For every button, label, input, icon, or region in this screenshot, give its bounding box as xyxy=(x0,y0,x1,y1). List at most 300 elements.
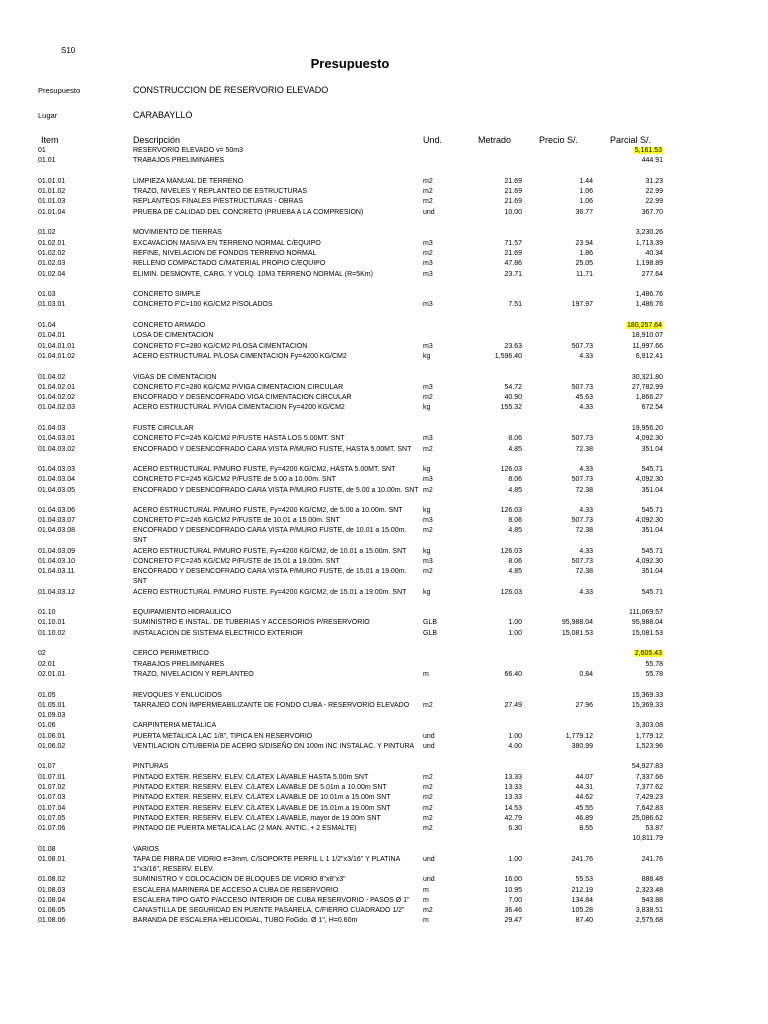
cell-precio: 72.38 xyxy=(575,527,593,535)
cell-parcial: 545.71 xyxy=(641,588,663,596)
cell-parcial: 10,811.79 xyxy=(632,835,663,843)
cell-metrado: 4.00 xyxy=(508,743,522,751)
table-row xyxy=(0,486,768,506)
cell-metrado: 126.03 xyxy=(500,506,522,514)
cell-item: 01.08.01 xyxy=(38,856,66,863)
table-row xyxy=(0,373,768,383)
cell-desc: CONCRETO ARMADO xyxy=(133,322,206,330)
table-row xyxy=(0,547,768,557)
cell-metrado: 6.30 xyxy=(508,825,522,833)
cell-metrado: 36.46 xyxy=(504,907,522,915)
cell-precio: 45.63 xyxy=(575,394,593,402)
cell-item: 01.01.04 xyxy=(38,208,66,216)
cell-und: und xyxy=(423,876,435,884)
cell-precio: 507.73 xyxy=(571,435,593,443)
cell-und: m2 xyxy=(423,249,433,257)
cell-desc: FUSTE CIRCULAR xyxy=(133,425,194,433)
cell-precio: 25.05 xyxy=(575,260,593,268)
cell-parcial: 53.87 xyxy=(645,825,663,833)
table-spacer xyxy=(0,280,768,290)
table-row xyxy=(0,424,768,434)
budget-table xyxy=(0,146,768,927)
cell-item: 01.01.02 xyxy=(38,188,66,196)
cell-item: 01.06.02 xyxy=(38,743,66,751)
cell-desc: PINTADO EXTER. RESERV. ELEV. C/LATEX LAVABLE DE 15.01m a 19.00m SNT xyxy=(133,804,391,812)
table-row xyxy=(0,383,768,393)
table-row xyxy=(0,465,768,475)
cell-item: 01.06 xyxy=(38,722,56,730)
cell-metrado: 27.49 xyxy=(504,701,522,709)
cell-metrado: 1.00 xyxy=(508,856,522,863)
cell-metrado: 7.00 xyxy=(508,896,522,904)
cell-parcial: 111,069.57 xyxy=(629,609,663,617)
cell-und: und xyxy=(423,743,435,751)
cell-desc: CONCRETO F'C=245 KG/CM2 P/FUSTE de 10.01 a 15.00m. SNT xyxy=(133,517,340,525)
table-row xyxy=(0,670,768,680)
cell-und: m3 xyxy=(423,557,433,565)
cell-metrado: 21.69 xyxy=(504,249,522,257)
cell-precio: 44.62 xyxy=(575,794,593,802)
cell-und: m2 xyxy=(423,783,433,791)
cell-und: m3 xyxy=(423,476,433,484)
cell-desc: REFINE, NIVELACION DE FONDOS TERRENO NORMAL xyxy=(133,249,317,257)
cell-desc: ACERO ESTRUCTURAL P/VIGA CIMENTACION Fy=4200 KG/CM2 xyxy=(133,404,345,412)
cell-parcial: 19,956.20 xyxy=(631,425,663,433)
table-row xyxy=(0,762,768,772)
table-row xyxy=(0,711,768,721)
cell-desc: VARIOS xyxy=(133,845,159,853)
table-row xyxy=(0,567,768,587)
cell-desc: MOVIMIENTO DE TIERRAS xyxy=(133,229,222,237)
cell-und: kg xyxy=(423,465,431,473)
cell-precio: 1.06 xyxy=(579,188,593,196)
cell-precio: 45.55 xyxy=(575,804,593,812)
cell-parcial: 1,713.39 xyxy=(635,239,663,247)
cell-metrado: 8.06 xyxy=(508,435,522,443)
cell-item: 01.04.03.06 xyxy=(38,506,75,514)
cell-parcial: 4,092.30 xyxy=(635,517,663,525)
table-row xyxy=(0,906,768,916)
cell-desc: CANASTILLA DE SEGURIDAD EN PUENTE PASARELA, C/FIERRO CUADRADO 1/2" xyxy=(133,907,405,915)
doc-code: S10 xyxy=(61,46,76,55)
table-row xyxy=(0,146,768,156)
cell-und: m3 xyxy=(423,342,433,350)
cell-precio: 1,779.12 xyxy=(565,732,593,740)
cell-item: 01.03.01 xyxy=(38,301,66,309)
cell-parcial: 1,779.12 xyxy=(635,732,663,740)
col-item: Item xyxy=(41,135,59,145)
cell-parcial: 351.04 xyxy=(641,486,663,494)
cell-und: m2 xyxy=(423,814,433,822)
cell-und: kg xyxy=(423,506,431,514)
cell-parcial: 7,337.66 xyxy=(635,773,663,781)
cell-item: 01.04.02.03 xyxy=(38,404,75,412)
cell-metrado: 1.00 xyxy=(508,732,522,740)
cell-precio: 4.33 xyxy=(579,506,593,514)
cell-precio: 507.73 xyxy=(571,557,593,565)
cell-parcial: 545.71 xyxy=(641,506,663,514)
cell-parcial: 2,605.43 xyxy=(634,650,662,658)
col-descripcion: Descripción xyxy=(133,135,181,145)
table-spacer xyxy=(0,680,768,690)
table-row xyxy=(0,393,768,403)
table-row xyxy=(0,352,768,362)
lugar-value: CARABAYLLO xyxy=(133,110,193,120)
cell-parcial: 1,866.27 xyxy=(635,394,663,402)
cell-und: m xyxy=(423,670,429,678)
table-spacer xyxy=(0,218,768,228)
table-spacer xyxy=(0,639,768,649)
cell-parcial: 5,161.53 xyxy=(634,147,662,154)
cell-und: kg xyxy=(423,588,431,596)
cell-precio: 507.73 xyxy=(571,342,593,350)
cell-parcial: 27,782.99 xyxy=(631,383,663,391)
cell-parcial: 545.71 xyxy=(641,465,663,473)
cell-item: 01.07.05 xyxy=(38,814,66,822)
cell-desc: EQUIPAMIENTO HIDRAULICO xyxy=(133,609,232,617)
cell-desc: EXCAVACION MASIVA EN TERRENO NORMAL C/EQUIPO xyxy=(133,239,321,247)
cell-parcial: 4,092.30 xyxy=(635,435,663,443)
cell-und: m3 xyxy=(423,301,433,309)
cell-desc: TRAZO, NIVELES Y REPLANTEO DE ESTRUCTURAS xyxy=(133,188,308,196)
cell-desc: REPLANTEOS FINALES P/ESTRUCTURAS - OBRAS xyxy=(133,198,303,206)
cell-item: 02.01 xyxy=(38,660,56,668)
cell-und: m2 xyxy=(423,188,433,196)
cell-precio: 95,988.04 xyxy=(561,619,593,627)
cell-und: m2 xyxy=(423,773,433,781)
cell-precio: 55.53 xyxy=(575,876,593,884)
table-row xyxy=(0,290,768,300)
cell-desc: SUMINISTRO Y COLOCACION DE BLOQUES DE VIDRIO 8"x8"x3" xyxy=(133,876,346,884)
cell-und: kg xyxy=(423,352,431,360)
cell-desc: ENCOFRADO Y DESENCOFRADO CARA VISTA P/MURO FUSTE, de 5.00 a 10.00m. SNT xyxy=(133,486,419,494)
cell-metrado: 16.00 xyxy=(504,876,522,884)
cell-und: m xyxy=(423,917,429,925)
cell-parcial: 7,377.62 xyxy=(635,783,663,791)
table-row xyxy=(0,896,768,906)
cell-desc: PINTADO DE PUERTA METALICA LAC (2 MAN. ANTIC. + 2 ESMALTE) xyxy=(133,825,357,833)
cell-metrado: 4.85 xyxy=(508,486,522,494)
cell-metrado: 71.57 xyxy=(504,239,522,247)
cell-desc: RESERVORIO ELEVADO v= 50m3 xyxy=(133,147,244,154)
cell-metrado: 10.00 xyxy=(504,208,522,216)
cell-parcial: 31.23 xyxy=(645,177,663,185)
cell-item: 01.04.03.09 xyxy=(38,547,75,555)
cell-item: 01.08.04 xyxy=(38,896,66,904)
cell-precio: 72.38 xyxy=(575,568,593,576)
cell-parcial: 55.78 xyxy=(645,670,663,678)
cell-und: m2 xyxy=(423,568,433,576)
table-row xyxy=(0,916,768,926)
cell-parcial: 95,988.04 xyxy=(631,619,663,627)
cell-item: 01.08.02 xyxy=(38,876,66,884)
table-row xyxy=(0,270,768,280)
cell-desc: BARANDA DE ESCALERA HELICOIDAL, TUBO FoGdo. Ø 1", H=0.60m xyxy=(133,917,358,925)
cell-desc: PINTADO EXTER. RESERV. ELEV. C/LATEX LAVABLE DE 10.01m a 15.00m SNT xyxy=(133,794,391,802)
cell-desc: ACERO ESTRUCTURAL P/MURO FUSTE, Fy=4200 KG/CM2, HASTA 5.00MT. SNT xyxy=(133,465,396,473)
cell-metrado: 29.47 xyxy=(504,917,522,925)
cell-precio: 72.38 xyxy=(575,486,593,494)
table-row xyxy=(0,475,768,485)
cell-parcial: 351.04 xyxy=(641,568,663,576)
cell-item: 01.07.03 xyxy=(38,794,66,802)
cell-desc: ACERO ESTRUCTURAL P/MURO FUSTE, Fy=4200 KG/CM2, de 15.01 a 19.00m. SNT xyxy=(133,588,407,596)
cell-item: 01.04.03.04 xyxy=(38,476,75,484)
cell-precio: 72.38 xyxy=(575,445,593,453)
cell-precio: 507.73 xyxy=(571,476,593,484)
cell-item: 01.07.01 xyxy=(38,773,66,781)
cell-parcial: 2,323.48 xyxy=(635,886,663,894)
cell-parcial: 241.76 xyxy=(641,856,663,863)
cell-item: 01.04.02.02 xyxy=(38,394,75,402)
table-row xyxy=(0,588,768,598)
table-row xyxy=(0,845,768,855)
cell-precio: 4.33 xyxy=(579,588,593,596)
cell-parcial: 15,369.33 xyxy=(631,691,663,699)
cell-desc: CARPINTERIA METALICA xyxy=(133,722,217,730)
cell-parcial: 22.99 xyxy=(645,188,663,196)
cell-precio: 507.73 xyxy=(571,517,593,525)
cell-desc: CONCRETO SIMPLE xyxy=(133,291,201,299)
cell-und: m3 xyxy=(423,517,433,525)
cell-desc: ENCOFRADO Y DESENCOFRADO CARA VISTA P/MURO FUSTE, de 15.01 a 19.00m. SNT xyxy=(133,568,407,586)
cell-und: m xyxy=(423,896,429,904)
cell-parcial: 3,838.51 xyxy=(635,907,663,915)
cell-parcial: 444.91 xyxy=(641,157,663,165)
cell-metrado: 47.86 xyxy=(504,260,522,268)
cell-desc: VENTILACION C/TUBERIA DE ACERO S/DISEÑO DN 100m INC INSTALAC. Y PINTURA xyxy=(133,743,415,751)
cell-metrado: 8.06 xyxy=(508,476,522,484)
cell-precio: 44.31 xyxy=(575,783,593,791)
table-row xyxy=(0,259,768,269)
cell-und: m2 xyxy=(423,394,433,402)
cell-metrado: 40.90 xyxy=(504,394,522,402)
cell-precio: 44.07 xyxy=(575,773,593,781)
cell-precio: 380.99 xyxy=(571,743,593,751)
table-row xyxy=(0,834,768,844)
col-precio: Precio S/. xyxy=(539,135,579,145)
cell-item: 01.04.03.12 xyxy=(38,588,75,596)
cell-parcial: 545.71 xyxy=(641,547,663,555)
cell-item: 01.07.04 xyxy=(38,804,66,812)
cell-metrado: 1,596.40 xyxy=(494,352,522,360)
cell-item: 01.04 xyxy=(38,322,56,330)
cell-precio: 4.33 xyxy=(579,404,593,412)
cell-desc: RELLENO COMPACTADO C/MATERIAL PROPIO C/EQUIPO xyxy=(133,260,326,268)
table-row xyxy=(0,331,768,341)
cell-precio: 4.33 xyxy=(579,352,593,360)
cell-metrado: 1.00 xyxy=(508,629,522,637)
table-row xyxy=(0,814,768,824)
cell-item: 01.08.05 xyxy=(38,907,66,915)
table-row xyxy=(0,824,768,834)
cell-desc: CERCO PERIMETRICO xyxy=(133,650,209,658)
cell-desc: LIMPIEZA MANUAL DE TERRENO xyxy=(133,177,244,185)
cell-und: m2 xyxy=(423,794,433,802)
table-row xyxy=(0,239,768,249)
cell-desc: REVOQUES Y ENLUCIDOS xyxy=(133,691,222,699)
cell-precio: 134.84 xyxy=(571,896,593,904)
cell-metrado: 126.03 xyxy=(500,547,522,555)
table-row xyxy=(0,516,768,526)
cell-desc: CONCRETO F'C=245 KG/CM2 P/FUSTE HASTA LOS 5.00MT. SNT xyxy=(133,435,345,443)
cell-und: m3 xyxy=(423,260,433,268)
cell-metrado: 126.03 xyxy=(500,588,522,596)
cell-parcial: 2,575.68 xyxy=(635,917,663,925)
cell-precio: 197.97 xyxy=(571,301,593,309)
cell-item: 01.04.02.01 xyxy=(38,383,75,391)
cell-und: GLB xyxy=(423,629,438,637)
cell-und: m2 xyxy=(423,177,433,185)
cell-parcial: 672.54 xyxy=(641,404,663,412)
cell-parcial: 180,257.64 xyxy=(626,322,662,330)
cell-desc: ACERO ESTRUCTURAL P/LOSA CIMENTACION Fy=4200 KG/CM2 xyxy=(133,352,347,360)
cell-metrado: 23.71 xyxy=(504,270,522,278)
table-row xyxy=(0,208,768,218)
cell-und: m2 xyxy=(423,825,433,833)
cell-item: 01.06.01 xyxy=(38,732,66,740)
cell-und: und xyxy=(423,208,435,216)
cell-parcial: 15,369.33 xyxy=(631,701,663,709)
table-row xyxy=(0,783,768,793)
table-row xyxy=(0,691,768,701)
cell-metrado: 1.00 xyxy=(508,619,522,627)
cell-parcial: 277.64 xyxy=(641,270,663,278)
cell-item: 01.01.01 xyxy=(38,177,66,185)
cell-precio: 8.55 xyxy=(579,825,593,833)
cell-item: 02.01.01 xyxy=(38,670,66,678)
cell-item: 01.10.01 xyxy=(38,619,66,627)
cell-desc: CONCRETO F'C=100 KG/CM2 P/SOLADOS xyxy=(133,301,273,309)
cell-item: 01.07 xyxy=(38,763,56,771)
table-row xyxy=(0,434,768,444)
cell-und: kg xyxy=(423,547,431,555)
cell-metrado: 4.85 xyxy=(508,527,522,535)
cell-desc: CONCRETO F'C=280 KG/CM2 P/LOSA CIMENTACION xyxy=(133,342,308,350)
cell-item: 01 xyxy=(38,147,46,154)
cell-und: m2 xyxy=(423,907,433,915)
table-row xyxy=(0,742,768,762)
table-row xyxy=(0,197,768,207)
cell-metrado: 155.32 xyxy=(500,404,522,412)
table-row xyxy=(0,156,768,166)
cell-und: m2 xyxy=(423,527,433,535)
cell-parcial: 3,303.08 xyxy=(635,722,663,730)
cell-precio: 87.40 xyxy=(575,917,593,925)
table-row xyxy=(0,557,768,567)
cell-metrado: 21.69 xyxy=(504,177,522,185)
cell-item: 01.07.02 xyxy=(38,783,66,791)
cell-metrado: 54.72 xyxy=(504,383,522,391)
cell-item: 01.02.01 xyxy=(38,239,66,247)
cell-precio: 4.33 xyxy=(579,465,593,473)
cell-desc: ENCOFRADO Y DESENCOFRADO CARA VISTA P/MURO FUSTE, HASTA 5.00MT. SNT xyxy=(133,445,412,453)
lugar-label: Lugar xyxy=(38,111,58,120)
presupuesto-value: CONSTRUCCION DE RESERVORIO ELEVADO xyxy=(133,85,329,95)
cell-item: 01.04.03.08 xyxy=(38,527,75,535)
cell-und: m2 xyxy=(423,198,433,206)
cell-precio: 1.86 xyxy=(579,249,593,257)
cell-parcial: 351.04 xyxy=(641,527,663,535)
table-row xyxy=(0,660,768,670)
cell-precio: 36.77 xyxy=(575,208,593,216)
cell-parcial: 888.48 xyxy=(641,876,663,884)
table-row xyxy=(0,793,768,803)
table-row xyxy=(0,649,768,659)
table-row xyxy=(0,403,768,413)
cell-item: 01.04.03.07 xyxy=(38,517,75,525)
cell-metrado: 21.69 xyxy=(504,188,522,196)
cell-metrado: 8.06 xyxy=(508,517,522,525)
cell-desc: ENCOFRADO Y DESENCOFRADO VIGA CIMENTACION CIRCULAR xyxy=(133,394,352,402)
table-row xyxy=(0,855,768,875)
table-row xyxy=(0,249,768,259)
table-row xyxy=(0,445,768,465)
cell-parcial: 54,927.83 xyxy=(631,763,663,771)
col-metrado: Metrado xyxy=(478,135,512,145)
cell-metrado: 23.63 xyxy=(504,342,522,350)
table-spacer xyxy=(0,167,768,177)
table-row xyxy=(0,721,768,731)
cell-parcial: 18,910.07 xyxy=(631,332,663,340)
cell-desc: INSTALACION DE SISTEMA ELECTRICO EXTERIOR xyxy=(133,629,303,637)
cell-precio: 212.19 xyxy=(571,886,593,894)
cell-precio: 0.84 xyxy=(579,670,593,678)
cell-und: m xyxy=(423,886,429,894)
col-und: Und. xyxy=(423,135,443,145)
cell-desc: LOSA DE CIMENTACION xyxy=(133,332,214,340)
cell-parcial: 11,997.66 xyxy=(632,342,663,350)
cell-desc: ACERO ESTRUCTURAL P/MURO FUSTE, Fy=4200 KG/CM2, de 10.01 a 15.00m. SNT xyxy=(133,547,407,555)
cell-desc: ELIMIN. DESMONTE, CARG. Y VOLQ. 10M3 TERRENO NORMAL (R=5Km) xyxy=(133,270,373,278)
table-row xyxy=(0,321,768,331)
table-spacer xyxy=(0,598,768,608)
cell-desc: CONCRETO F'C=245 KG/CM2 P/FUSTE de 15.01 a 19.00m. SNT xyxy=(133,557,340,565)
cell-item: 01.03 xyxy=(38,291,56,299)
cell-precio: 507.73 xyxy=(571,383,593,391)
table-row xyxy=(0,506,768,516)
cell-parcial: 1,486.76 xyxy=(635,301,663,309)
cell-und: m3 xyxy=(423,435,433,443)
cell-desc: PUERTA METALICA LAC 1/8", TIPICA EN RESERVORIO xyxy=(133,732,313,740)
cell-und: kg xyxy=(423,404,431,412)
cell-desc: VIGAS DE CIMENTACION xyxy=(133,373,217,381)
table-row xyxy=(0,342,768,352)
cell-parcial: 6,912.41 xyxy=(635,352,663,360)
cell-parcial: 25,086.62 xyxy=(631,814,663,822)
title-text: Presupuesto xyxy=(310,56,390,71)
col-parcial: Parcial S/. xyxy=(610,135,652,145)
cell-precio: 4.33 xyxy=(579,547,593,555)
cell-desc: TRAZO, NIVELACION Y REPLANTEO xyxy=(133,670,254,678)
table-row xyxy=(0,804,768,814)
cell-desc: TRABAJOS PRELIMINARES xyxy=(133,660,225,668)
cell-metrado: 126.03 xyxy=(500,465,522,473)
table-row xyxy=(0,886,768,896)
table-row xyxy=(0,618,768,628)
cell-item: 01.04.03.11 xyxy=(38,568,75,576)
cell-desc: SUMINISTRO E INSTAL. DE TUBERIAS Y ACCESORIOS P/RESERVORIO xyxy=(133,619,370,627)
cell-metrado: 13.33 xyxy=(504,783,522,791)
cell-parcial: 4,092.30 xyxy=(635,557,663,565)
table-row xyxy=(0,177,768,187)
cell-parcial: 7,429.23 xyxy=(635,794,663,802)
cell-metrado: 8.06 xyxy=(508,557,522,565)
cell-parcial: 1,486.76 xyxy=(635,291,663,299)
cell-desc: TRABAJOS PRELIMINARES xyxy=(133,157,225,165)
table-spacer xyxy=(0,311,768,321)
cell-desc: ESCALERA TIPO GATO P/ACCESO INTERIOR DE CUBA RESERVORIO - PASOS Ø 1" xyxy=(133,896,410,904)
